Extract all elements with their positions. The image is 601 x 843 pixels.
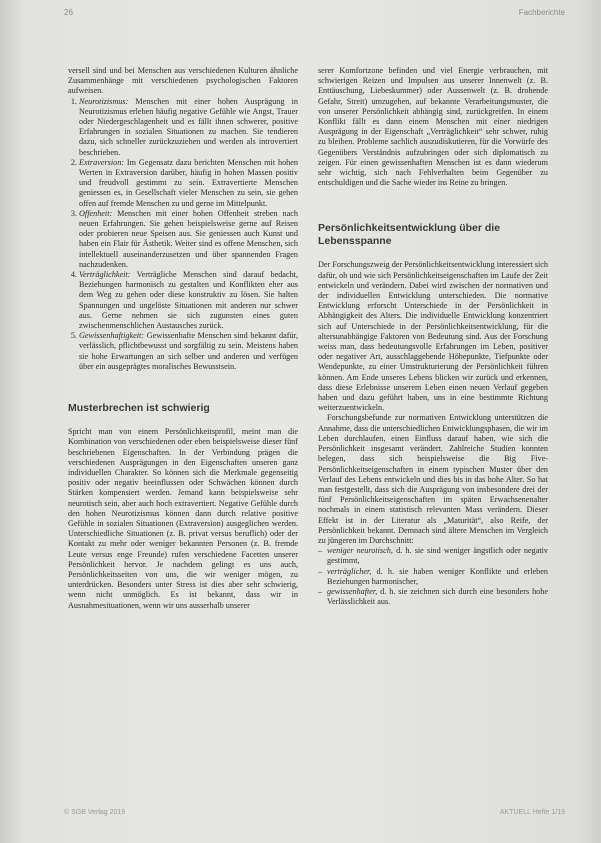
footer-left: © SGB Verlag 2019: [64, 809, 126, 816]
footer-right: AKTUELL Hefte 1/19: [499, 809, 565, 816]
body-paragraph: Forschungsbefunde zur normativen Entwicklung unterstützen die Annahme, dass die unterschiedlichen Entwicklungsphasen, die wir im Leben durchlaufen, einen Einfluss darauf haben, wie sich die Persönlichkeit insgesamt verändert. Zahlreiche Studien konnten belegen, dass sich beispielsweise die Big Five-Persönlichkeitseigenschaften in einem typischen Muster über den Verlauf des Lebens entwickeln und dies bis in das hohe Alter. So hat man festgestellt, dass sich die Ausprägung von insbesondere drei der fünf Persönlichkeitseigenschaften im späten Erwachsenenalter nochmals in einem statistisch relevanten Mass verändern. Dieser Effekt ist in der Literatur als „Maturität“, also Reife, der Persönlichkeit bekannt. Demnach sind ältere Menschen im Vergleich zu jüngeren im Durchschnitt:: [318, 413, 548, 545]
section-heading: Musterbrechen ist schwierig: [68, 402, 210, 415]
continuation-paragraph: serer Komfortzone befinden und viel Energie verbrauchen, mit schwierigen Reizen und Impulsen aus unserer Innenwelt (z. B. Enttäuschung, Liebeskummer) oder Aussenwelt (z. B. drohende Gefahr, Streit) umzugehen, auf bekannte Verarbeitungsmuster, die von unserer Persönlichkeit abhängig sind, zurückgreifen. In einem Konflikt fällt es dann einem Menschen mit einer niedrigen Ausprägung in der Eigenschaft „Verträglichkeit“ sehr schwer, ruhig zu bleiben. Probleme sachlich auszudiskutieren, für die Vorwürfe des Gegenübers Verständnis aufzubringen oder sich diplomatisch zu zeigen. Für einen gewissenhaften Menschen ist es dann wiederum sehr wichtig, sich nach Fehlverhalten beim Gegenüber zu entschuldigen und die Sache wieder ins Reine zu bringen.: [318, 66, 548, 188]
trait-item-openness: [79, 209, 298, 270]
list-text: d. h. sie sind weniger ängstlich oder negativ gestimmt,: [327, 546, 548, 566]
list-item: [327, 567, 548, 587]
trait-text: Menschen mit einer hohen Offenheit streben nach neuen Erfahrungen. Sie gehen beispielsweise gerne auf Reisen oder probieren neue Speisen aus. Sie geniessen auch Kunst und haben ein Flair für Ästhetik. Weiter sind es offene Menschen, sich intellektuell auseinanderzusetzen und über spannenden Fragen nachzudenken.: [79, 208, 298, 269]
page-number: 26: [64, 8, 73, 17]
list-term: weniger neurotisch,: [327, 546, 393, 556]
trait-text: Im Gegensatz dazu berichten Menschen mit hohen Werten in Extraversion darüber, häufig in hohen Massen positiv und freudvoll gestimmt zu sein. Extravertierte Menschen geniessen es, in Gesellschaft vieler Menschen zu sein, sie gehen offen auf fremde Menschen zu und gerne im Mittelpunkt.: [79, 157, 298, 208]
list-item: [327, 546, 548, 566]
trait-text: Gewissenhafte Menschen sind bekannt dafür, verlässlich, pflichtbewusst und sorgfältig zu sein. Meistens haben sie hohe Erwartungen an sich selber und anderen und verfügen über ein ausgeprägtes moralisches Bewusstsein.: [79, 331, 298, 371]
trait-term: Gewissenhaftigkeit:: [79, 331, 145, 341]
trait-item-conscientiousness: [79, 331, 298, 372]
running-header: [64, 8, 565, 22]
trait-term: Neurotizismus:: [79, 96, 129, 106]
section-heading: Persönlichkeitsentwicklung über die Lebensspanne: [318, 222, 501, 248]
trait-item-neuroticism: [79, 97, 298, 158]
trait-term: Offenheit:: [79, 208, 113, 218]
page-footer: [64, 809, 565, 821]
list-text: d. h. sie haben weniger Konflikte und erleben Beziehungen harmonischer,: [327, 566, 548, 586]
trait-term: Verträglichkeit:: [79, 270, 131, 280]
trait-text: Menschen mit einer hohen Ausprägung in Neurotizismus erleben häufig negative Gefühle wie Angst, Trauer oder Niedergeschlagenheit und es fällt ihnen schwerer, positive Erfahrungen in sozialen Situationen zu machen. Sie tendieren dazu, sich schneller zurückzuziehen und werden als introvertiert beschrieben.: [79, 96, 298, 157]
right-column: [318, 66, 548, 607]
body-paragraph: Spricht man von einem Persönlichkeitsprofil, meint man die Kombination von verschiedenen oder eben beispielsweise dieser fünf beschriebenen Eigenschaften. In der Verbindung prägen die verschiedenen Ausprägungen in den Eigenschaften unseren ganz individuellen Charakter. So können sich die Merkmale gegenseitig positiv oder negativ beeinflussen oder Schwächen können durch Stärken kompensiert werden. Jemand kann beispielsweise sehr neurotisch sein, aber auch hoch extravertiert. Negative Gefühle durch den hohen Neurotizismus können dann durch relative positive Gefühle in sozialen Situationen (Extraversion) ausgeglichen werden. Unterschiedliche Situationen (z. B. privat versus beruflich) oder der Kontakt zu mehr oder weniger bekannten Personen (z. B. fremde Leute versus enge Freunde) rufen verschiedene Facetten unserer Persönlichkeit hervor. Je nachdem gelingt es uns auch, Persönlichkeitsseiten von uns, die wir weniger mögen, zu unterdrücken. Besonders unter Stress ist dies aber sehr schwierig, wenn nicht unmöglich. Es ist bekannt, dass wir in Ausnahmesituationen, wenn wir uns ausserhalb unserer: [68, 427, 298, 610]
list-term: gewissenhafter,: [327, 586, 378, 596]
traits-list: [68, 97, 298, 372]
list-term: verträglicher,: [327, 566, 372, 576]
left-column: [68, 66, 298, 611]
trait-item-agreeableness: [79, 270, 298, 331]
section-rubric: Fachberichte: [518, 8, 565, 17]
trait-term: Extraversion:: [79, 157, 125, 167]
body-paragraph: Der Forschungszweig der Persönlichkeitsentwicklung interessiert sich dafür, ob und wie sich Persönlichkeitseigenschaften im Laufe der Zeit entwickeln und verändern. Dabei wird zwischen der normativen und der individuellen Entwicklung unterschieden. Die normative Entwicklung erforscht Unterschiede in der Persönlichkeit in Abhängigkeit des Alters. Die individuelle Entwicklung konzentriert sich auf Unterschiede in der Persönlichkeitsentwicklung, für die altersunabhängige Faktoren von Bedeutung sind. Aus der Forschung weiss man, dass bedeutungsvolle Erfahrungen im Leben, positiver oder negativer Art, ausschlaggebende Höhepunkte, Tiefpunkte oder Wendepunkte, zu einer Umstrukturierung der Persönlichkeit führen können. Am Ende unseres Lebens blicken wir zurück und erkennen, dass diese Erlebnisse unserem Leben einen neuen Verlauf gegeben haben und dazu geführt haben, uns in eine bestimmte Richtung weiterzuentwickeln.: [318, 260, 548, 413]
maturity-list: [318, 546, 548, 607]
list-item: [327, 587, 548, 607]
list-text: d. h. sie zeichnen sich durch eine besonders hohe Verlässlichkeit aus.: [327, 586, 548, 607]
intro-paragraph: versell sind und bei Menschen aus verschiedenen Kulturen ähnliche Zusammenhänge mit verschiedenen psychologischen Faktoren aufweisen.: [68, 66, 298, 96]
trait-item-extraversion: [79, 158, 298, 209]
trait-text: Verträgliche Menschen sind darauf bedacht, Beziehungen harmonisch zu gestalten und Konflikten eher aus dem Weg zu gehen oder diese konstruktiv zu lösen. Sie halten Spannungen und ungelöste Situationen mit anderen nur schwer aus. Gerne nehmen sie sich zugunsten eines guten zwischenmenschlichen Austausches zurück.: [79, 270, 298, 331]
